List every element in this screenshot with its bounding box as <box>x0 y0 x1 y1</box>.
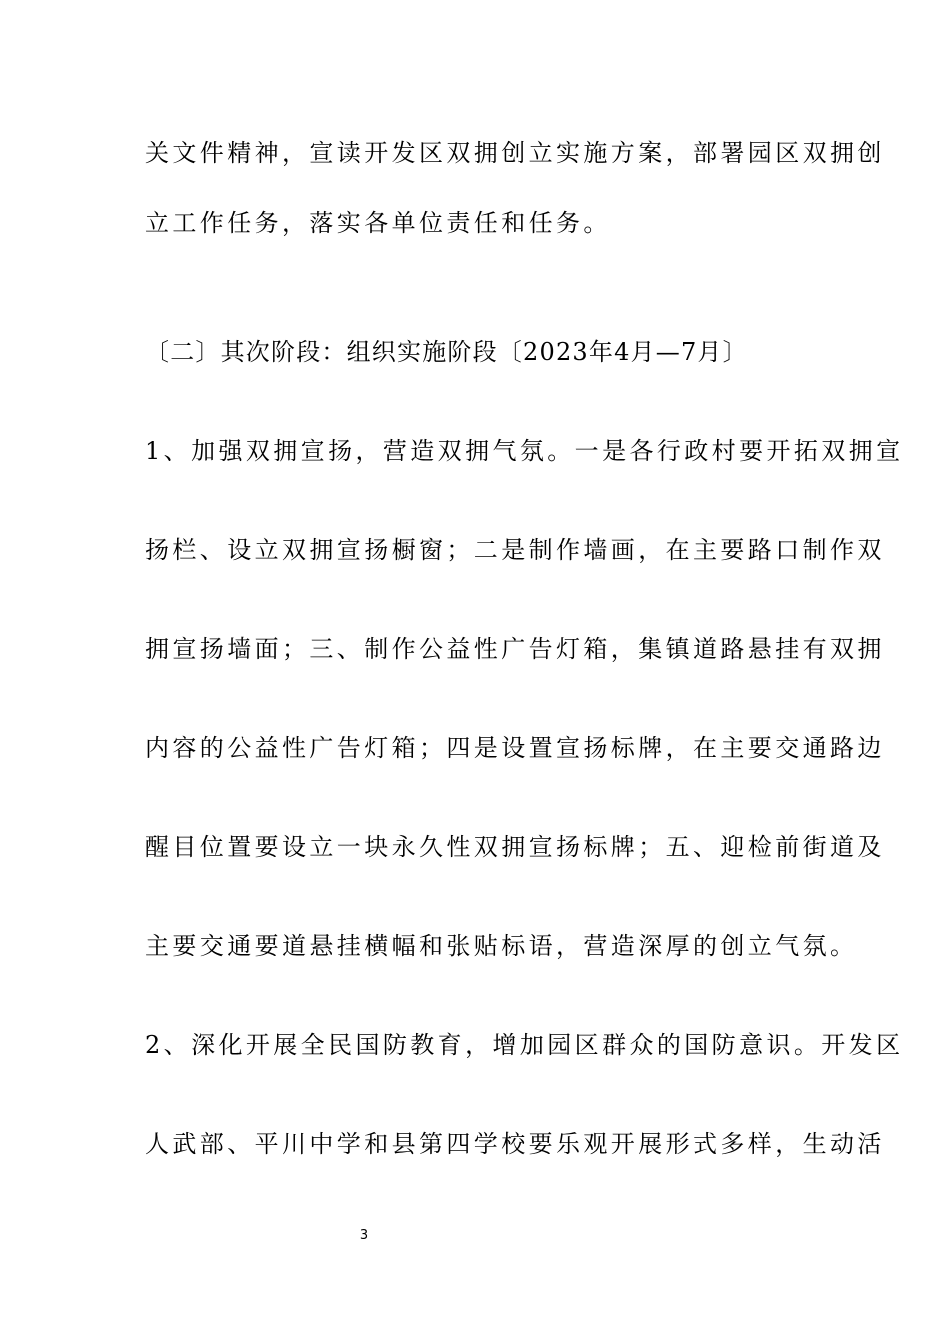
text-line: 扬栏、设立双拥宣扬橱窗；二是制作墙画，在主要路口制作双 <box>145 536 885 564</box>
text-line: 拥宣扬墙面；三、制作公益性广告灯箱，集镇道路悬挂有双拥 <box>145 635 885 663</box>
text-line: 主要交通要道悬挂横幅和张贴标语，营造深厚的创立气氛。 <box>145 932 858 960</box>
page-number: 3 <box>359 1228 369 1243</box>
text-line: 醒目位置要设立一块永久性双拥宣扬标牌；五、迎检前街道及 <box>145 833 885 861</box>
text-line: 立工作任务，落实各单位责任和任务。 <box>145 209 611 237</box>
text-line: 内容的公益性广告灯箱；四是设置宣扬标牌，在主要交通路边 <box>145 734 885 762</box>
text-line: 关文件精神，宣读开发区双拥创立实施方案，部署园区双拥创 <box>145 139 885 167</box>
section-heading: 〔二〕其次阶段：组织实施阶段〔2023年4月—7月〕 <box>145 338 748 366</box>
text-line: 2、深化开展全民国防教育，增加园区群众的国防意识。开发区 <box>145 1031 904 1059</box>
text-line: 人武部、平川中学和县第四学校要乐观开展形式多样，生动活 <box>145 1130 885 1158</box>
text-line: 1、加强双拥宣扬，营造双拥气氛。一是各行政村要开拓双拥宣 <box>145 437 904 465</box>
